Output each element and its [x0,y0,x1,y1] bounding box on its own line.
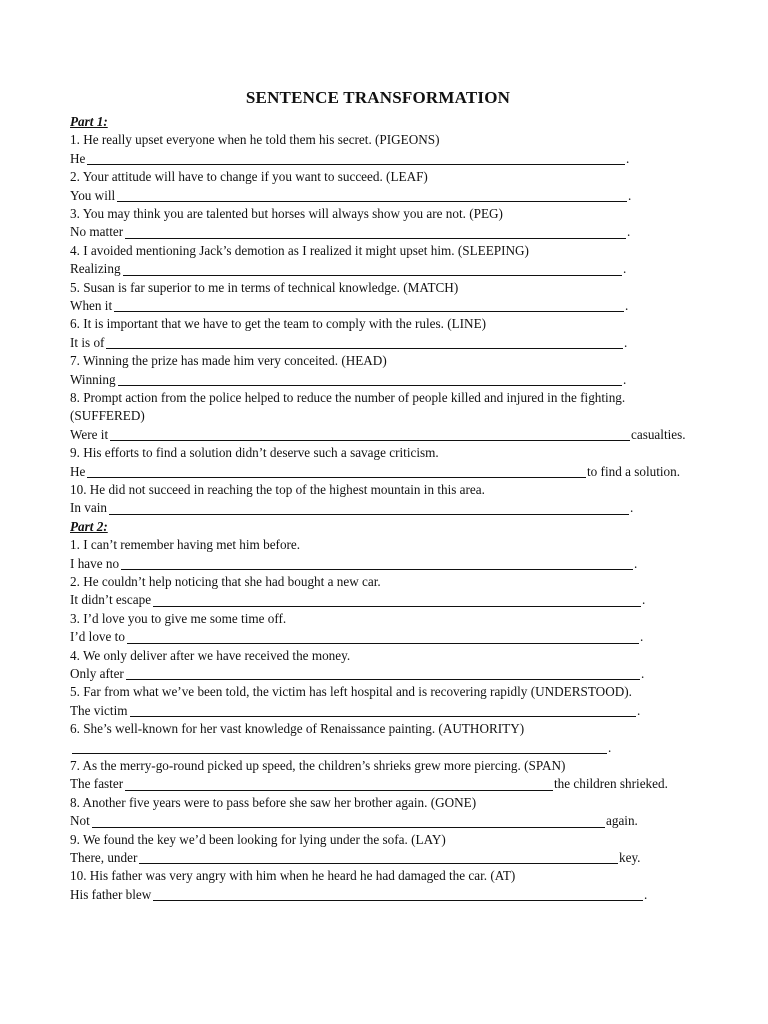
exercise-prompt: 5. Far from what we’ve been told, the victim has left hospital and is recovering rapidly (UNDERSTOOD). [70,684,632,700]
answer-suffix: . [642,592,646,608]
answer-stem: Not [70,813,90,829]
answer-line [70,812,700,830]
answer-line [70,499,700,517]
part1-heading: Part 1: [70,114,108,129]
answer-blank[interactable] [125,777,553,791]
answer-suffix: . [627,224,631,240]
answer-blank[interactable] [127,630,639,644]
exercise-prompt: 4. We only deliver after we have received the money. [70,647,351,663]
answer-suffix: . [644,886,648,902]
answer-suffix: . [608,739,612,755]
exercise-prompt: 3. You may think you are talented but horses will always show you are not. (PEG) [70,205,503,221]
page-title: SENTENCE TRANSFORMATION [245,88,511,107]
answer-stem: I’d love to [70,629,125,645]
exercise-prompt: 2. Your attitude will have to change if you want to succeed. (LEAF) [70,169,428,185]
answer-line [70,371,700,389]
answer-line [70,187,700,205]
answer-suffix: . [625,297,629,313]
answer-suffix: . [626,150,630,166]
answer-blank[interactable] [110,427,630,441]
answer-line [70,297,700,315]
exercise-prompt: 6. She’s well-known for her vast knowledge of Renaissance painting. (AUTHORITY) [70,721,525,737]
answer-blank[interactable] [87,464,586,478]
answer-suffix: to find a solution. [587,463,681,479]
answer-blank[interactable] [106,335,623,349]
exercise-prompt: 6. It is important that we have to get the team to comply with the rules. (LINE) [70,316,487,332]
exercise-prompt: 7. As the merry-go-round picked up speed, the children’s shrieks grew more piercing. (SPAN) [70,757,566,773]
answer-line [70,628,700,646]
answer-stem: It is of [70,334,105,350]
exercise-prompt: 8. Prompt action from the police helped to reduce the number of people killed and injured in the fighting. (SUFFERED) [70,389,626,424]
exercise-prompt: 4. I avoided mentioning Jack’s demotion as I realized it might upset him. (SLEEPING) [70,242,529,258]
answer-line [70,591,700,609]
answer-blank[interactable] [72,740,607,754]
answer-suffix: . [623,261,627,277]
answer-stem: There, under [70,849,138,865]
answer-suffix: casualties. [631,426,686,442]
part2-heading: Part 2: [70,518,108,534]
answer-stem: The victim [70,702,128,718]
answer-blank[interactable] [153,887,643,901]
answer-line [70,886,700,904]
answer-line [70,223,700,241]
answer-line [70,555,700,573]
answer-blank[interactable] [125,225,626,239]
answer-stem: Only after [70,665,124,681]
answer-stem: No matter [70,224,124,240]
answer-stem: He [70,150,86,166]
answer-suffix: the children shrieked. [554,776,668,792]
answer-stem: His father blew [70,886,152,902]
answer-line [70,775,700,793]
exercise-prompt: 5. Susan is far superior to me in terms of technical knowledge. (MATCH) [70,279,459,295]
answer-stem: Were it [70,426,109,442]
answer-suffix: . [634,555,638,571]
exercise-prompt: 7. Winning the prize has made him very conceited. (HEAD) [70,353,387,369]
answer-stem: It didn’t escape [70,592,152,608]
answer-line [70,665,700,683]
exercise-prompt: 1. He really upset everyone when he told them his secret. (PIGEONS) [70,132,440,148]
answer-blank[interactable] [117,188,627,202]
answer-stem: Winning [70,371,116,387]
exercise-prompt: 1. I can’t remember having met him before. [70,537,301,553]
answer-stem: In vain [70,500,107,516]
answer-line [70,334,700,352]
answer-suffix: . [641,665,645,681]
worksheet-page [70,86,700,904]
answer-line [70,849,700,867]
answer-stem: He [70,463,86,479]
answer-line [70,150,700,168]
answer-line [70,739,700,757]
answer-blank[interactable] [118,372,622,386]
exercise-prompt: 10. His father was very angry with him when he heard he had damaged the car. (AT) [70,868,516,884]
answer-blank[interactable] [114,298,624,312]
exercise-prompt: 9. His efforts to find a solution didn’t deserve such a savage criticism. [70,445,439,461]
answer-blank[interactable] [109,501,629,515]
answer-blank[interactable] [139,850,618,864]
exercise-prompt: 8. Another five years were to pass before she saw her brother again. (GONE) [70,794,477,810]
answer-suffix: again. [606,813,638,829]
answer-blank[interactable] [126,666,640,680]
answer-line [70,463,700,481]
answer-suffix: . [630,500,634,516]
answer-line [70,426,700,444]
answer-suffix: . [640,629,644,645]
exercise-prompt: 3. I’d love you to give me some time off. [70,610,287,626]
answer-blank[interactable] [121,556,633,570]
part1-exercise-list [70,131,700,517]
exercise-prompt: 9. We found the key we’d been looking for lying under the sofa. (LAY) [70,831,446,847]
answer-stem: The faster [70,776,124,792]
exercise-prompt: 2. He couldn’t help noticing that she had bought a new car. [70,573,381,589]
answer-blank[interactable] [87,151,625,165]
answer-stem: I have no [70,555,120,571]
exercise-prompt: 10. He did not succeed in reaching the top of the highest mountain in this area. [70,481,485,497]
answer-blank[interactable] [92,814,605,828]
answer-suffix: . [628,187,632,203]
answer-suffix: . [623,371,627,387]
answer-stem: You will [70,187,116,203]
answer-line [70,260,700,278]
answer-suffix: . [624,334,628,350]
answer-blank[interactable] [153,593,641,607]
answer-blank[interactable] [130,703,637,717]
answer-line [70,702,700,720]
answer-stem: When it [70,297,113,313]
part2-exercise-list [70,536,700,904]
answer-stem: Realizing [70,261,121,277]
answer-blank[interactable] [123,262,622,276]
answer-suffix: . [637,702,641,718]
answer-suffix: key. [619,849,641,865]
